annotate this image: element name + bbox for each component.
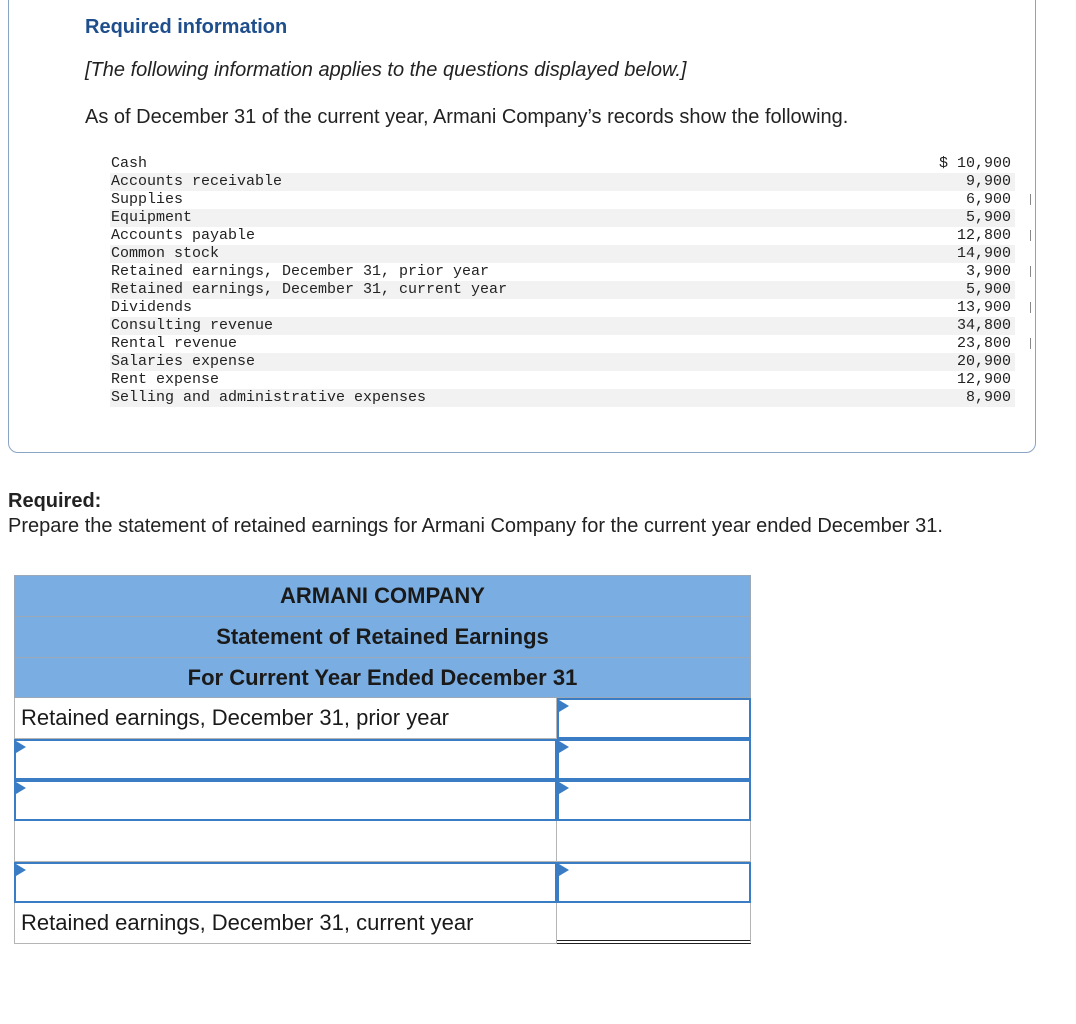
scroll-tick bbox=[1030, 194, 1031, 205]
record-amount: 3,900 bbox=[965, 263, 1011, 280]
retained-earnings-statement bbox=[14, 575, 751, 944]
dropdown-indicator-icon bbox=[559, 741, 569, 753]
row-label-select[interactable] bbox=[14, 780, 557, 821]
statement-period: For Current Year Ended December 31 bbox=[14, 657, 751, 698]
statement-company-name: ARMANI COMPANY bbox=[14, 575, 751, 616]
record-row bbox=[110, 353, 1015, 371]
record-amount: 5,900 bbox=[965, 281, 1011, 298]
row-label: Retained earnings, December 31, current year bbox=[14, 903, 557, 944]
record-row bbox=[110, 173, 1015, 191]
required-title: Required: bbox=[8, 490, 102, 512]
record-amount: 9,900 bbox=[965, 173, 1011, 190]
record-label: Cash bbox=[111, 155, 148, 172]
record-row bbox=[110, 317, 1015, 335]
statement-title: Statement of Retained Earnings bbox=[14, 616, 751, 657]
intro-text: As of December 31 of the current year, Armani Company’s records show the following. bbox=[85, 106, 849, 128]
record-label: Consulting revenue bbox=[111, 317, 274, 334]
scroll-tick bbox=[1030, 230, 1031, 241]
row-label-select[interactable] bbox=[14, 862, 557, 903]
record-label: Supplies bbox=[111, 191, 184, 208]
record-label: Accounts payable bbox=[111, 227, 256, 244]
record-label: Rent expense bbox=[111, 371, 220, 388]
dropdown-indicator-icon bbox=[16, 741, 26, 753]
dropdown-indicator-icon bbox=[16, 782, 26, 794]
row-label: Retained earnings, December 31, prior year bbox=[14, 698, 557, 739]
required-instructions: Prepare the statement of retained earnings for Armani Company for the current year ended December 31. bbox=[8, 515, 943, 537]
record-amount: 12,800 bbox=[956, 227, 1011, 244]
statement-row bbox=[14, 903, 751, 944]
record-row bbox=[110, 371, 1015, 389]
scroll-tick bbox=[1030, 302, 1031, 313]
row-label-select[interactable] bbox=[14, 739, 557, 780]
record-label: Salaries expense bbox=[111, 353, 256, 370]
record-amount: 23,800 bbox=[956, 335, 1011, 352]
record-label: Common stock bbox=[111, 245, 220, 262]
dropdown-indicator-icon bbox=[559, 700, 569, 712]
record-row bbox=[110, 227, 1015, 245]
required-information-title: Required information bbox=[85, 16, 288, 38]
ending-balance-amount bbox=[557, 903, 751, 944]
record-row bbox=[110, 335, 1015, 353]
record-row bbox=[110, 281, 1015, 299]
record-amount: $ 10,900 bbox=[938, 155, 1011, 172]
record-label: Selling and administrative expenses bbox=[111, 389, 427, 406]
record-amount: 8,900 bbox=[965, 389, 1011, 406]
record-label: Rental revenue bbox=[111, 335, 238, 352]
records-table bbox=[110, 155, 1015, 407]
scroll-tick bbox=[1030, 338, 1031, 349]
record-row bbox=[110, 263, 1015, 281]
record-label: Retained earnings, December 31, prior year bbox=[111, 263, 490, 280]
row-amount-input[interactable] bbox=[557, 739, 751, 780]
record-label: Dividends bbox=[111, 299, 193, 316]
record-amount: 14,900 bbox=[956, 245, 1011, 262]
record-amount: 13,900 bbox=[956, 299, 1011, 316]
statement-row bbox=[14, 821, 751, 862]
scroll-tick bbox=[1030, 266, 1031, 277]
applies-note: [The following information applies to the questions displayed below.] bbox=[85, 59, 687, 81]
dropdown-indicator-icon bbox=[559, 782, 569, 794]
record-label: Retained earnings, December 31, current year bbox=[111, 281, 508, 298]
record-row bbox=[110, 155, 1015, 173]
record-row bbox=[110, 299, 1015, 317]
record-row bbox=[110, 389, 1015, 407]
record-label: Equipment bbox=[111, 209, 193, 226]
record-row bbox=[110, 209, 1015, 227]
record-amount: 6,900 bbox=[965, 191, 1011, 208]
statement-row bbox=[14, 698, 751, 739]
record-row bbox=[110, 191, 1015, 209]
statement-row bbox=[14, 739, 751, 780]
statement-row bbox=[14, 862, 751, 903]
record-amount: 12,900 bbox=[956, 371, 1011, 388]
row-amount-input[interactable] bbox=[557, 780, 751, 821]
record-label: Accounts receivable bbox=[111, 173, 283, 190]
row-amount-empty bbox=[557, 821, 751, 862]
row-label-empty bbox=[14, 821, 557, 862]
dropdown-indicator-icon bbox=[16, 864, 26, 876]
record-amount: 34,800 bbox=[956, 317, 1011, 334]
record-amount: 20,900 bbox=[956, 353, 1011, 370]
record-row bbox=[110, 245, 1015, 263]
dropdown-indicator-icon bbox=[559, 864, 569, 876]
beginning-balance-amount-input[interactable] bbox=[557, 698, 751, 739]
row-amount-input[interactable] bbox=[557, 862, 751, 903]
record-amount: 5,900 bbox=[965, 209, 1011, 226]
statement-row bbox=[14, 780, 751, 821]
